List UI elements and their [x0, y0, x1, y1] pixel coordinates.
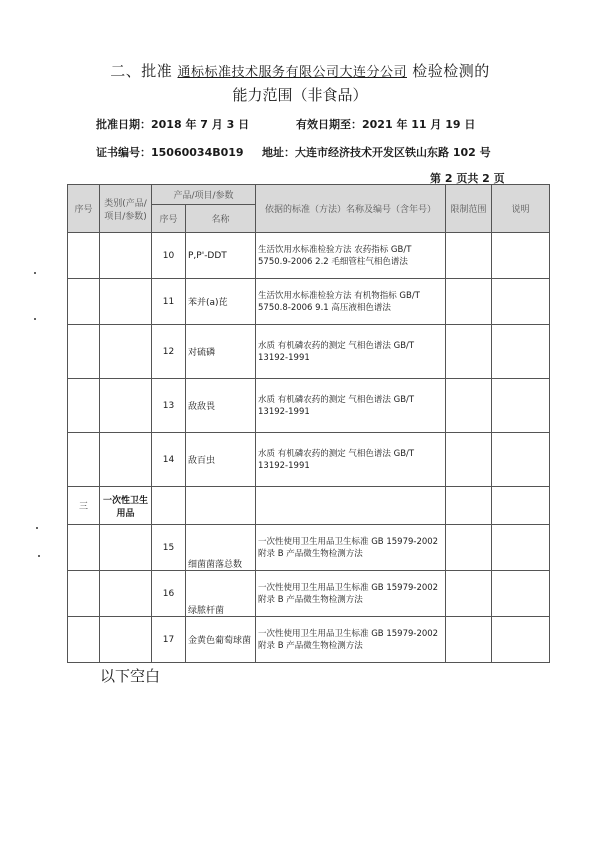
table-row — [68, 433, 550, 487]
row-name: 苯并(a)芘 — [186, 279, 256, 325]
certificate-number — [96, 144, 244, 160]
table-row — [68, 571, 550, 617]
row-standard: 生活饮用水标准检验方法 有机物指标 GB/T 5750.8-2006 9.1 高压液相色谱法 — [256, 279, 446, 325]
row-standard: 一次性使用卫生用品卫生标准 GB 15979-2002 附录 B 产品微生物检测方法 — [256, 617, 446, 663]
header-note: 说明 — [492, 185, 550, 233]
address-label: 地址： — [262, 146, 295, 159]
header-seq: 序号 — [68, 185, 100, 233]
cert-no-value: 15060034B019 — [151, 146, 244, 159]
title-prefix: 二、批准 — [110, 62, 173, 80]
valid-until-value: 2021 年 11 月 19 日 — [362, 118, 476, 131]
row-name: 对硫磷 — [186, 325, 256, 379]
row-standard: 生活饮用水标准检验方法 农药指标 GB/T 5750.9-2006 2.2 毛细管柱气相色谱法 — [256, 233, 446, 279]
row-number: 12 — [152, 325, 186, 379]
row-standard: 水质 有机磷农药的测定 气相色谱法 GB/T 13192-1991 — [256, 325, 446, 379]
document-title — [0, 60, 600, 81]
title-suffix: 检验检测的 — [412, 62, 490, 80]
row-standard: 水质 有机磷农药的测定 气相色谱法 GB/T 13192-1991 — [256, 379, 446, 433]
table-row — [68, 325, 550, 379]
scan-speck — [34, 318, 36, 320]
header-standard: 依据的标准（方法）名称及编号（含年号） — [256, 185, 446, 233]
header-sub-seq: 序号 — [152, 205, 186, 233]
cert-no-label: 证书编号： — [96, 146, 151, 159]
valid-until — [296, 116, 475, 132]
row-number: 17 — [152, 617, 186, 663]
table-row — [68, 617, 550, 663]
approval-date-label: 批准日期： — [96, 118, 151, 131]
approval-date-value: 2018 年 7 月 3 日 — [151, 118, 250, 131]
row-standard: 水质 有机磷农药的测定 气相色谱法 GB/T 13192-1991 — [256, 433, 446, 487]
document-subtitle: 能力范围（非食品） — [232, 86, 368, 104]
row-name: 敌百虫 — [186, 433, 256, 487]
row-name: 绿脓杆菌 — [186, 571, 256, 617]
table-row — [68, 279, 550, 325]
row-name: P,P'-DDT — [186, 233, 256, 279]
address-value: 大连市经济技术开发区铁山东路 102 号 — [295, 146, 491, 159]
table-row — [68, 525, 550, 571]
category-row — [68, 487, 550, 525]
scan-speck — [36, 527, 38, 529]
row-number: 15 — [152, 525, 186, 571]
address — [262, 144, 491, 160]
header-limit: 限制范围 — [446, 185, 492, 233]
row-number: 14 — [152, 433, 186, 487]
scope-table — [67, 184, 550, 663]
row-number: 10 — [152, 233, 186, 279]
table-row — [68, 233, 550, 279]
header-product-group: 产品/项目/参数 — [152, 185, 256, 205]
row-standard: 一次性使用卫生用品卫生标准 GB 15979-2002 附录 B 产品微生物检测方法 — [256, 525, 446, 571]
scan-speck — [38, 555, 40, 557]
row-name: 细菌菌落总数 — [186, 525, 256, 571]
header-sub-name: 名称 — [186, 205, 256, 233]
row-number: 11 — [152, 279, 186, 325]
row-name: 金黄色葡萄球菌 — [186, 617, 256, 663]
approval-date — [96, 116, 249, 132]
page-number: 第 2 页共 2 页 — [430, 172, 505, 185]
organization-name: 通标标准技术服务有限公司大连分公司 — [177, 65, 407, 80]
row-number: 13 — [152, 379, 186, 433]
category-name: 一次性卫生用品 — [100, 487, 152, 525]
row-standard: 一次性使用卫生用品卫生标准 GB 15979-2002 附录 B 产品微生物检测方法 — [256, 571, 446, 617]
scan-speck — [34, 272, 36, 274]
category-number: 三 — [68, 487, 100, 525]
table-row — [68, 379, 550, 433]
row-name: 敌敌畏 — [186, 379, 256, 433]
row-number: 16 — [152, 571, 186, 617]
blank-below-note: 以下空白 — [100, 667, 161, 685]
header-category: 类别(产品/项目/参数) — [100, 185, 152, 233]
valid-until-label: 有效日期至： — [296, 118, 362, 131]
